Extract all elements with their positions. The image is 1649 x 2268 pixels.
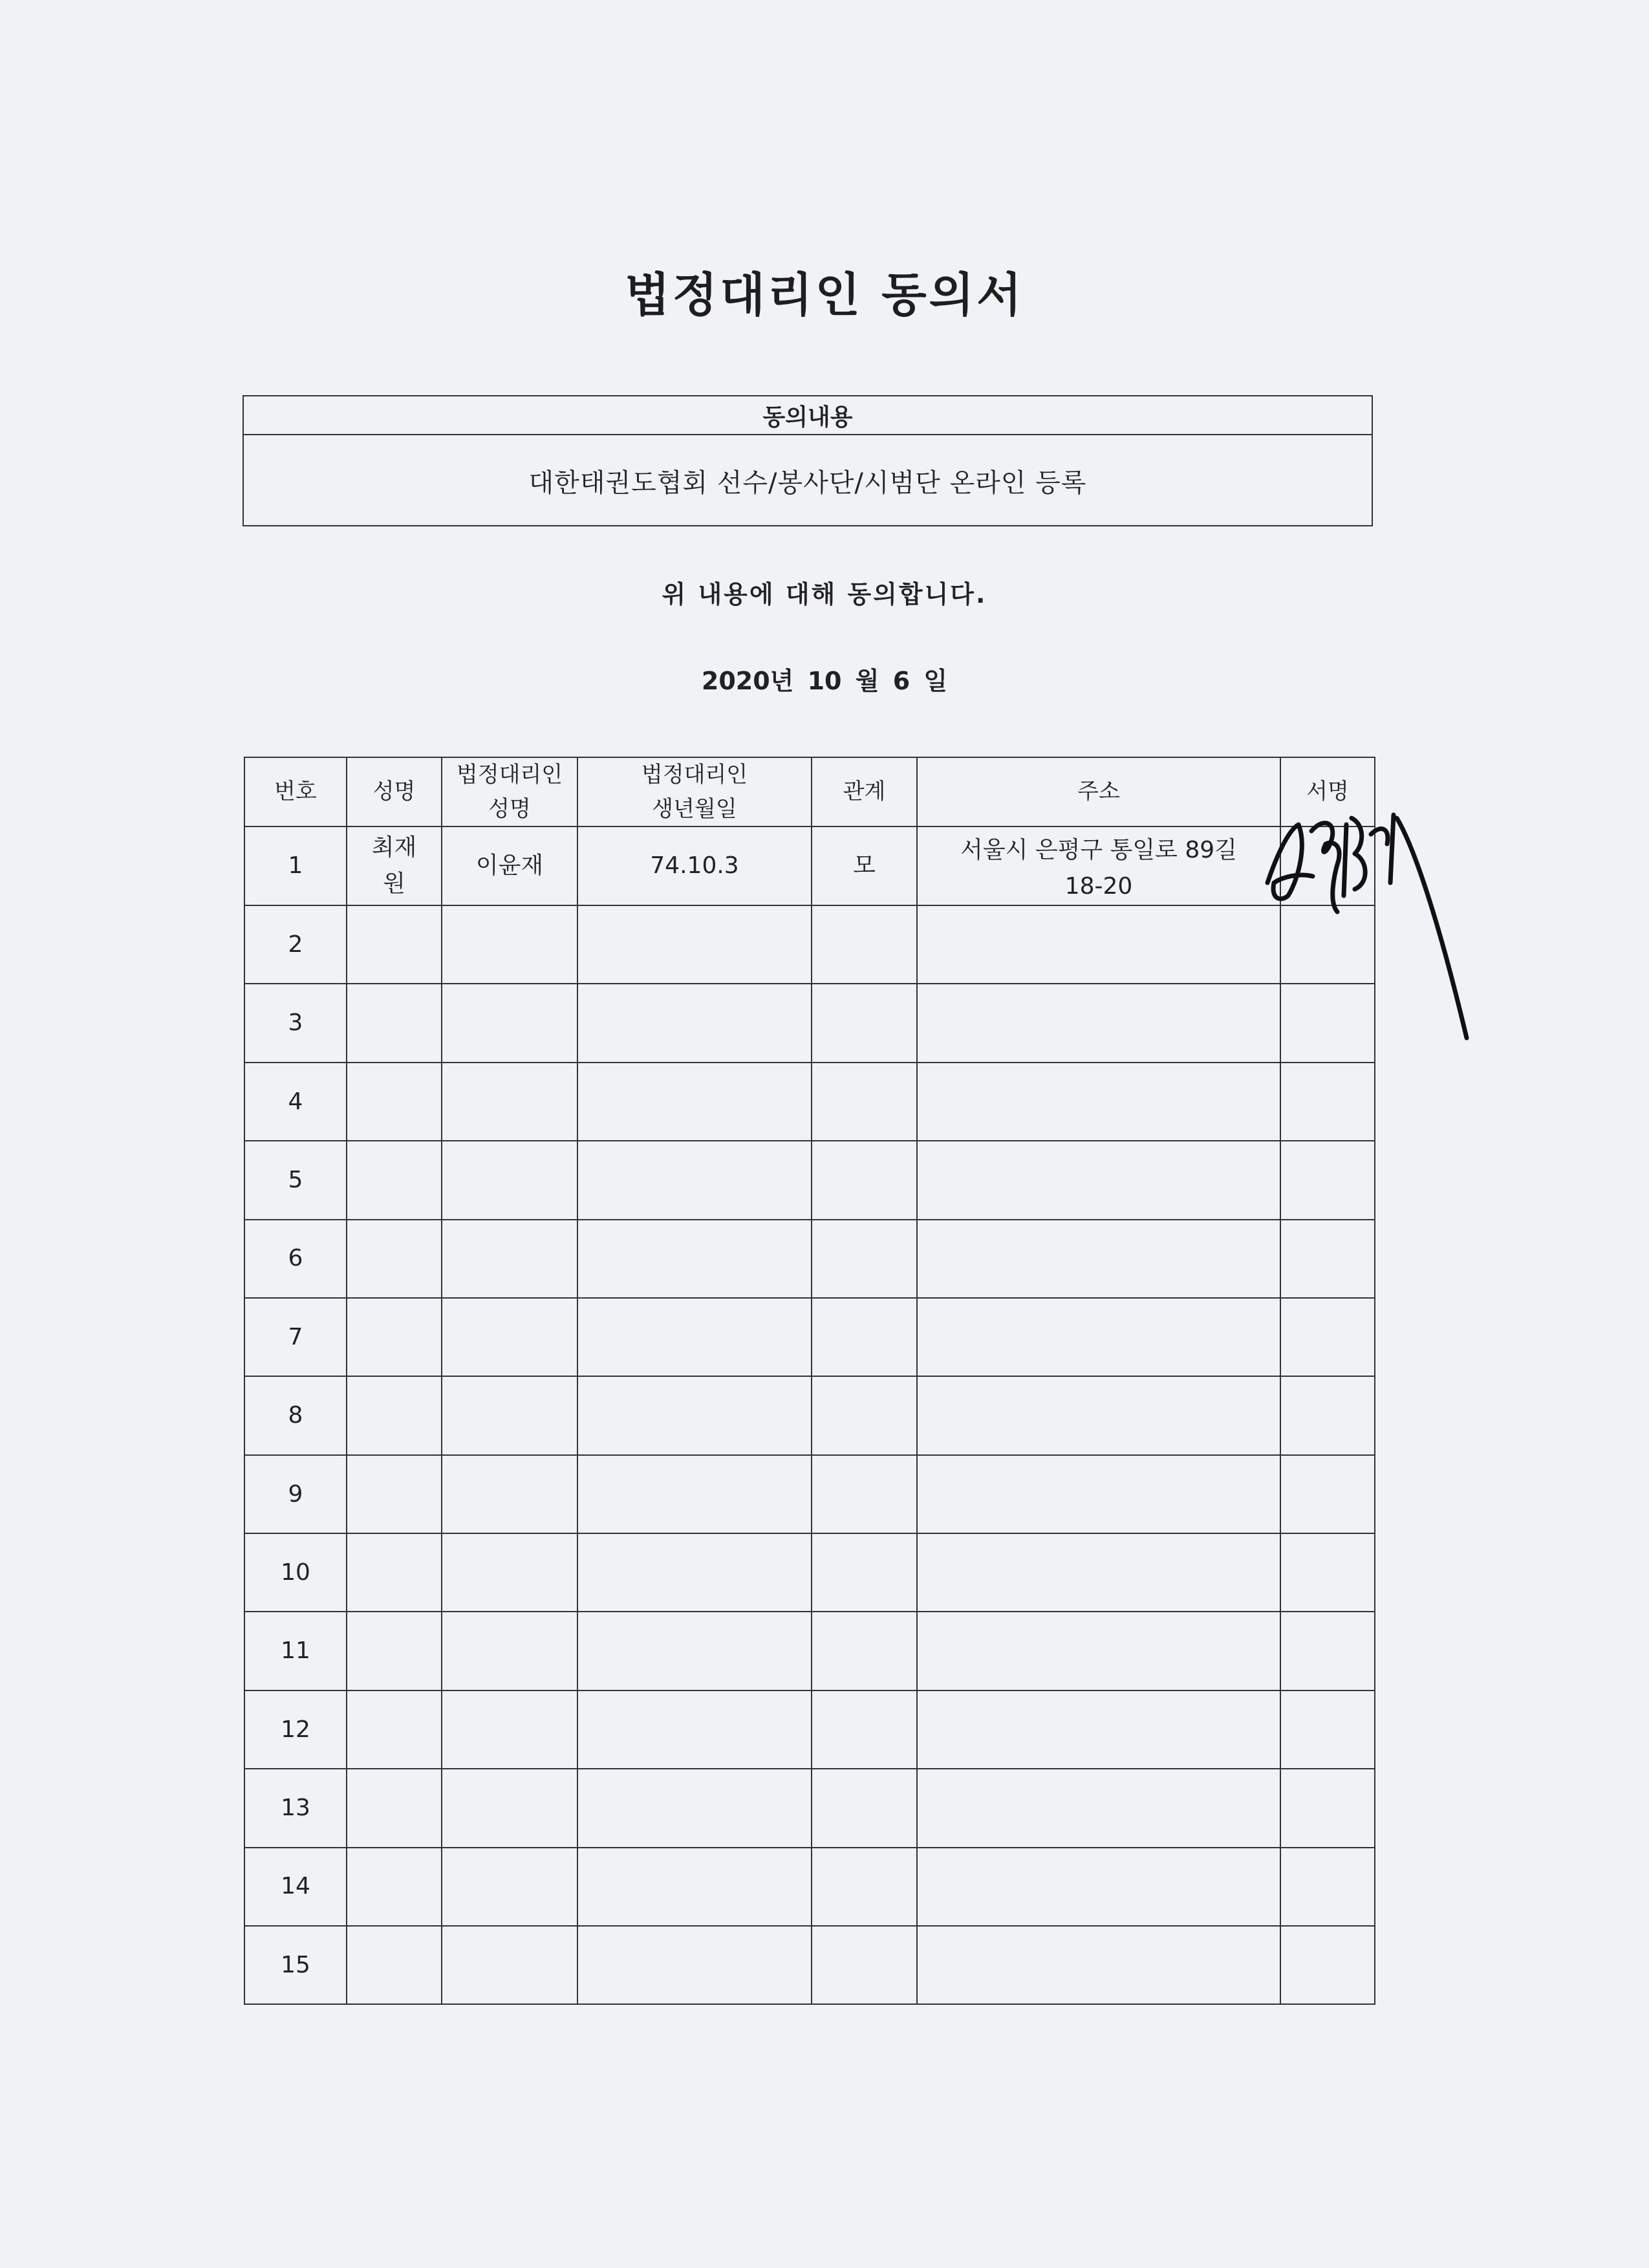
cell-address xyxy=(917,1612,1280,1690)
date-month: 10 xyxy=(807,667,842,695)
cell-guardian-birth xyxy=(577,1848,812,1926)
date-year: 2020년 xyxy=(701,667,794,695)
consent-content: 대한태권도협회 선수/봉사단/시범단 온라인 등록 xyxy=(528,468,1087,498)
cell-signature xyxy=(1280,1612,1375,1690)
cell-number-text: 4 xyxy=(288,1088,303,1115)
cell-address xyxy=(917,1298,1280,1376)
cell-guardian-name xyxy=(442,1848,577,1926)
cell-name xyxy=(347,1063,442,1141)
page-title: 법정대리인 동의서 xyxy=(625,268,1024,322)
cell-guardian-name xyxy=(442,1533,577,1612)
cell-address xyxy=(917,1376,1280,1454)
cell-guardian-name xyxy=(442,1220,577,1298)
table-body xyxy=(244,826,1375,2004)
cell-number-text: 9 xyxy=(288,1480,303,1507)
cell-relation xyxy=(812,1376,917,1454)
cell-number-text: 11 xyxy=(281,1637,310,1665)
cell-guardian-name xyxy=(442,984,577,1062)
table-row xyxy=(244,1533,1375,1612)
cell-relation xyxy=(812,905,917,984)
cell-address-text: 18-20 xyxy=(1064,873,1133,900)
cell-signature xyxy=(1280,1769,1375,1847)
cell-guardian-name xyxy=(442,1690,577,1769)
cell-name xyxy=(347,1376,442,1454)
table-row xyxy=(244,1141,1375,1219)
cell-guardian-birth xyxy=(577,1926,812,2004)
cell-number xyxy=(244,1063,347,1141)
cell-name xyxy=(347,905,442,984)
cell-signature xyxy=(1280,1141,1375,1219)
handwritten-signature xyxy=(1261,805,1494,1051)
cell-signature xyxy=(1280,1376,1375,1454)
cell-number xyxy=(244,1533,347,1612)
cell-guardian-name xyxy=(442,1298,577,1376)
consent-box xyxy=(242,395,1373,526)
cell-guardian-name xyxy=(442,1769,577,1847)
header-guardian-birth-line2: 생년월일 xyxy=(652,795,737,822)
cell-guardian-birth xyxy=(577,984,812,1062)
cell-relation xyxy=(812,1063,917,1141)
cell-signature xyxy=(1280,1298,1375,1376)
table-row xyxy=(244,1612,1375,1690)
header-guardian-birth-line1: 법정대리인 xyxy=(641,762,748,788)
cell-name xyxy=(347,1848,442,1926)
table-row xyxy=(244,1690,1375,1769)
cell-guardian-name xyxy=(442,1141,577,1219)
cell-guardian-name xyxy=(442,1612,577,1690)
cell-address xyxy=(917,984,1280,1062)
header-guardian-name-line1: 법정대리인 xyxy=(456,762,563,788)
table-row xyxy=(244,826,1375,905)
table-row xyxy=(244,1848,1375,1926)
cell-guardian-name xyxy=(442,1376,577,1454)
date-day: 6 xyxy=(892,667,911,695)
table-row xyxy=(244,1455,1375,1533)
header-number: 번호 xyxy=(244,757,347,826)
cell-name xyxy=(347,1690,442,1769)
cell-address xyxy=(917,1063,1280,1141)
signature-stroke xyxy=(1344,818,1365,896)
cell-address xyxy=(917,826,1280,905)
cell-number xyxy=(244,1298,347,1376)
cell-signature xyxy=(1280,1533,1375,1612)
cell-address xyxy=(917,1533,1280,1612)
cell-name xyxy=(347,1298,442,1376)
cell-guardian-birth xyxy=(577,1141,812,1219)
cell-guardian-birth xyxy=(577,826,812,905)
table-row xyxy=(244,1926,1375,2004)
date-line xyxy=(0,661,1649,697)
cell-number-text: 1 xyxy=(288,852,303,880)
cell-number-text: 12 xyxy=(281,1716,310,1743)
cell-name-text: 최재 xyxy=(371,834,417,861)
cell-relation-text: 모 xyxy=(853,852,876,880)
cell-guardian-birth xyxy=(577,1769,812,1847)
signature-stroke xyxy=(1267,825,1313,899)
cell-name xyxy=(347,826,442,905)
cell-number xyxy=(244,1769,347,1847)
cell-number xyxy=(244,826,347,905)
cell-relation xyxy=(812,1612,917,1690)
cell-name xyxy=(347,1220,442,1298)
consent-heading: 동의내용 xyxy=(244,396,1372,435)
table-row xyxy=(244,1298,1375,1376)
table-row xyxy=(244,1376,1375,1454)
cell-name xyxy=(347,1533,442,1612)
guardian-table xyxy=(244,757,1375,2005)
header-guardian-name xyxy=(442,757,577,826)
cell-number-text: 14 xyxy=(281,1873,310,1900)
cell-address xyxy=(917,905,1280,984)
signature-stroke xyxy=(1311,823,1339,912)
cell-relation xyxy=(812,1690,917,1769)
cell-signature xyxy=(1280,1220,1375,1298)
cell-signature xyxy=(1280,1063,1375,1141)
table-row xyxy=(244,905,1375,984)
cell-relation xyxy=(812,1220,917,1298)
date-month-unit: 월 xyxy=(855,667,879,695)
cell-relation xyxy=(812,1769,917,1847)
cell-number-text: 3 xyxy=(288,1010,303,1037)
cell-number-text: 2 xyxy=(288,931,303,958)
cell-guardian-birth xyxy=(577,905,812,984)
cell-address xyxy=(917,1141,1280,1219)
cell-name xyxy=(347,1612,442,1690)
cell-number xyxy=(244,1141,347,1219)
cell-number xyxy=(244,1848,347,1926)
cell-signature xyxy=(1280,1690,1375,1769)
cell-guardian-birth xyxy=(577,1063,812,1141)
cell-relation xyxy=(812,1298,917,1376)
cell-guardian-birth xyxy=(577,1376,812,1454)
cell-name xyxy=(347,1926,442,2004)
header-name: 성명 xyxy=(347,757,442,826)
table-row xyxy=(244,984,1375,1062)
cell-name xyxy=(347,1455,442,1533)
cell-guardian-name xyxy=(442,1063,577,1141)
cell-address-text: 서울시 은평구 통일로 89길 xyxy=(960,837,1237,864)
cell-name xyxy=(347,1769,442,1847)
cell-number xyxy=(244,1455,347,1533)
cell-relation xyxy=(812,1141,917,1219)
cell-guardian-name xyxy=(442,826,577,905)
cell-address xyxy=(917,1769,1280,1847)
cell-address xyxy=(917,1455,1280,1533)
cell-number-text: 6 xyxy=(288,1245,303,1272)
cell-number xyxy=(244,1926,347,2004)
cell-guardian-name-text: 이윤재 xyxy=(475,852,544,880)
header-guardian-birth xyxy=(577,757,812,826)
cell-guardian-birth xyxy=(577,1298,812,1376)
cell-number xyxy=(244,984,347,1062)
cell-number-text: 10 xyxy=(281,1559,310,1586)
cell-name xyxy=(347,1141,442,1219)
table-row xyxy=(244,1063,1375,1141)
cell-address xyxy=(917,1690,1280,1769)
cell-number-text: 15 xyxy=(281,1951,310,1978)
cell-relation xyxy=(812,1455,917,1533)
cell-guardian-birth xyxy=(577,1220,812,1298)
cell-address xyxy=(917,1926,1280,2004)
cell-guardian-birth xyxy=(577,1455,812,1533)
cell-number xyxy=(244,1220,347,1298)
cell-guardian-name xyxy=(442,1926,577,2004)
cell-number xyxy=(244,905,347,984)
agreement-statement: 위 내용에 대해 동의합니다. xyxy=(662,580,987,609)
cell-relation xyxy=(812,826,917,905)
cell-guardian-birth xyxy=(577,1533,812,1612)
cell-address xyxy=(917,1220,1280,1298)
cell-relation xyxy=(812,1533,917,1612)
cell-number-text: 8 xyxy=(288,1402,303,1429)
table-row xyxy=(244,1220,1375,1298)
cell-number xyxy=(244,1612,347,1690)
cell-relation xyxy=(812,1848,917,1926)
cell-name-text: 원 xyxy=(383,870,405,898)
header-guardian-name-line2: 성명 xyxy=(488,795,531,822)
cell-signature xyxy=(1280,1848,1375,1926)
cell-relation xyxy=(812,984,917,1062)
cell-name xyxy=(347,984,442,1062)
cell-guardian-name xyxy=(442,905,577,984)
table-header-row xyxy=(244,757,1375,826)
cell-number-text: 5 xyxy=(288,1166,303,1193)
cell-number-text: 7 xyxy=(288,1323,303,1350)
table-row xyxy=(244,1769,1375,1847)
signature-stroke xyxy=(1371,815,1467,1038)
header-signature: 서명 xyxy=(1280,757,1375,826)
cell-guardian-name xyxy=(442,1455,577,1533)
cell-guardian-birth xyxy=(577,1612,812,1690)
date-day-unit: 일 xyxy=(923,667,948,695)
cell-signature xyxy=(1280,1926,1375,2004)
cell-guardian-birth xyxy=(577,1690,812,1769)
header-address: 주소 xyxy=(917,757,1280,826)
cell-guardian-birth-text: 74.10.3 xyxy=(650,852,739,880)
cell-number xyxy=(244,1376,347,1454)
cell-relation xyxy=(812,1926,917,2004)
cell-number xyxy=(244,1690,347,1769)
cell-address xyxy=(917,1848,1280,1926)
cell-number-text: 13 xyxy=(281,1795,310,1822)
header-relation: 관계 xyxy=(812,757,917,826)
cell-signature xyxy=(1280,1455,1375,1533)
